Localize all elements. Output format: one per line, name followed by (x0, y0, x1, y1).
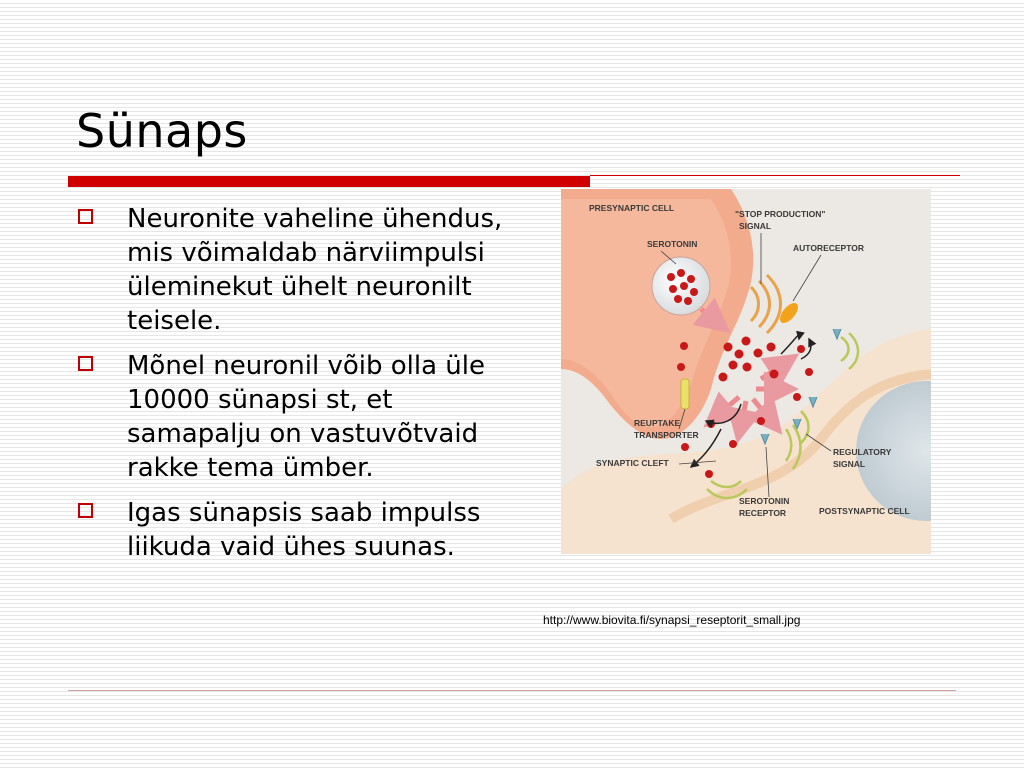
label-regulatory-line1: REGULATORY (833, 447, 892, 457)
title-underline-thin (590, 175, 960, 176)
label-stop-line1: "STOP PRODUCTION" (735, 209, 826, 219)
label-stop-line2: SIGNAL (739, 221, 772, 231)
label-autoreceptor: AUTORECEPTOR (793, 243, 865, 253)
bullet-list (76, 202, 506, 575)
label-receptor-line2: RECEPTOR (739, 508, 787, 518)
image-source-link[interactable]: http://www.biovita.fi/synapsi_reseptorit_small.jpg (543, 613, 801, 627)
footer-divider (68, 690, 956, 691)
bullet-text: Igas sünapsis saab impulss liikuda vaid ühes suunas. (127, 498, 481, 562)
bullet-text: Mõnel neuronil võib olla üle 10000 sünapsi st, et samapalju on vastuvõtvaid rakke tema ümber. (127, 351, 486, 483)
label-receptor-line1: SEROTONIN (739, 496, 790, 506)
label-reuptake-line1: REUPTAKE (634, 418, 681, 428)
square-bullet-icon (78, 209, 93, 224)
label-presynaptic: PRESYNAPTIC CELL (589, 203, 675, 213)
square-bullet-icon (78, 356, 93, 371)
label-regulatory-line2: SIGNAL (833, 459, 866, 469)
bullet-item (76, 202, 506, 338)
bullet-item (76, 349, 506, 485)
bullet-item (76, 496, 506, 564)
label-synaptic-cleft: SYNAPTIC CLEFT (596, 458, 669, 468)
label-serotonin: SEROTONIN (647, 239, 698, 249)
label-reuptake-line2: TRANSPORTER (634, 430, 699, 440)
square-bullet-icon (78, 503, 93, 518)
slide-title: Sünaps (76, 104, 248, 158)
label-postsynaptic: POSTSYNAPTIC CELL (819, 506, 910, 516)
title-underline (68, 176, 590, 187)
synapse-diagram (561, 189, 931, 554)
reuptake-transporter-shape (681, 379, 689, 409)
bullet-text: Neuronite vaheline ühendus, mis võimaldab närviimpulsi üleminekut ühelt neuronilt teisele. (127, 204, 503, 336)
